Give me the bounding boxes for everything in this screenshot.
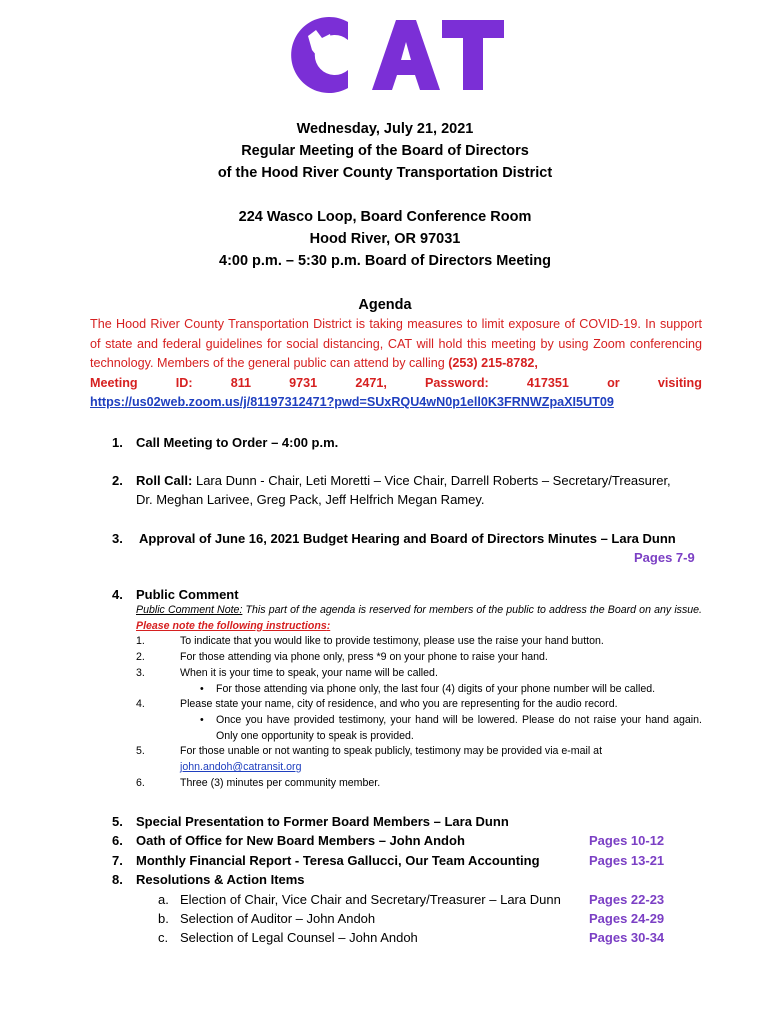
- meeting-word: Meeting: [90, 375, 138, 390]
- instruction-step: [136, 666, 702, 682]
- page-reference: Pages 13-21: [589, 852, 665, 868]
- meeting-word: or: [607, 375, 620, 390]
- step-number: 3.: [136, 666, 145, 679]
- item-number: 4.: [112, 587, 123, 602]
- step-text: Three (3) minutes per community member.: [180, 776, 381, 789]
- roll-call-line2: Dr. Meghan Larivee, Greg Pack, Jeff Helfrich Megan Ramey.: [136, 492, 485, 507]
- item-number: 1.: [112, 435, 123, 450]
- item-text: Resolutions & Action Items: [136, 872, 305, 888]
- item-text: Oath of Office for New Board Members – John Andoh: [136, 833, 465, 849]
- page-reference: Pages 10-12: [589, 833, 665, 849]
- item-number: 5.: [112, 814, 123, 829]
- meeting-word: 417351: [526, 375, 569, 390]
- meeting-time: 4:00 p.m. – 5:30 p.m. Board of Directors Meeting: [219, 253, 551, 269]
- meeting-id-line: [90, 374, 702, 394]
- step-number: 4.: [136, 698, 145, 711]
- sub-item-text: Selection of Auditor – John Andoh: [180, 910, 376, 926]
- item-number: 3.: [112, 531, 123, 546]
- agenda-heading: Agenda: [358, 297, 412, 313]
- sub-item-letter: b.: [158, 910, 169, 926]
- instruction-bullet: [136, 713, 702, 744]
- step-number: 6.: [136, 776, 145, 789]
- step-text: For those attending via phone only, press *9 on your phone to raise your hand.: [180, 651, 548, 664]
- item-text: Special Presentation to Former Board Members – Lara Dunn: [136, 814, 509, 829]
- notice-phone: (253) 215-8782,: [448, 356, 538, 370]
- step-number: 1.: [136, 635, 145, 648]
- bullet-icon: •: [200, 682, 204, 695]
- meeting-word: 9731: [289, 375, 318, 390]
- note-label: Public Comment Note:: [136, 604, 243, 616]
- step-number: 2.: [136, 651, 145, 664]
- public-comment-instructions: [136, 603, 702, 791]
- step-text: To indicate that you would like to provide testimony, please use the raise your hand button.: [180, 635, 604, 648]
- bullet-text: Once you have provided testimony, your hand will be lowered. Please do not raise your hand again. Only one opportunity to speak is provided.: [216, 713, 702, 742]
- item-number: 7.: [112, 852, 123, 868]
- step-number: 5.: [136, 745, 145, 758]
- meeting-word: 2471,: [355, 375, 387, 390]
- item-text: Call Meeting to Order – 4:00 p.m.: [136, 435, 339, 450]
- meeting-word: 811: [230, 375, 252, 390]
- sub-item-letter: a.: [158, 891, 169, 907]
- instruction-step: [136, 776, 702, 792]
- item-text: Monthly Financial Report - Teresa Gallucci, Our Team Accounting: [136, 852, 540, 868]
- sub-item-text: Election of Chair, Vice Chair and Secretary/Treasurer – Lara Dunn: [180, 891, 561, 907]
- notice-text: The Hood River County Transportation District is taking measures to limit exposure of COVID-19. In support of state and federal guidelines for social distancing, CAT will hold this meeting by using Zoom conferencing technology. Members of the general public can attend by calling: [90, 317, 702, 370]
- item-number: 2.: [112, 473, 123, 488]
- meeting-title: Regular Meeting of the Board of Directors: [241, 143, 529, 159]
- covid-notice: [90, 315, 702, 413]
- instruction-step: [136, 634, 702, 650]
- step-text: When it is your time to speak, your name will be called.: [180, 666, 438, 679]
- cat-logo: [286, 14, 506, 96]
- bullet-icon: •: [200, 713, 204, 726]
- sub-item-text: Selection of Legal Counsel – John Andoh: [180, 930, 418, 946]
- district-name: of the Hood River County Transportation District: [217, 165, 553, 181]
- page-reference: Pages 7-9: [634, 550, 695, 565]
- bullet-text: For those attending via phone only, the last four (4) digits of your phone number will be called.: [216, 682, 656, 695]
- item-number: 6.: [112, 833, 123, 849]
- instruction-bullet: [136, 682, 702, 698]
- step-text: Please state your name, city of residence, and who you are representing for the audio record.: [180, 698, 618, 711]
- approval-pages: [634, 548, 695, 567]
- item-text: Approval of June 16, 2021 Budget Hearing and Board of Directors Minutes – Lara Dunn: [139, 531, 676, 546]
- public-comment-note: [136, 603, 702, 634]
- item-text: Public Comment: [136, 587, 239, 602]
- note-colon: :: [326, 619, 331, 632]
- sub-item-letter: c.: [158, 930, 169, 946]
- email-link[interactable]: john.andoh@catransit.org: [180, 761, 302, 774]
- page-reference: Pages 22-23: [589, 891, 665, 907]
- page-reference: Pages 24-29: [589, 910, 665, 926]
- roll-call-line1: Lara Dunn - Chair, Leti Moretti – Vice Chair, Darrell Roberts – Secretary/Treasurer,: [195, 473, 671, 488]
- note-text: This part of the agenda is reserved for members of the public to address the Board on any issue.: [242, 604, 703, 616]
- instruction-step: [136, 697, 702, 713]
- note-instructions: Please note the following instructions: [136, 619, 327, 632]
- instruction-step: [136, 650, 702, 666]
- meeting-address: 224 Wasco Loop, Board Conference Room: [238, 209, 532, 225]
- step-text: For those unable or not wanting to speak publicly, testimony may be provided via e-mail at: [180, 745, 603, 758]
- page-reference: Pages 30-34: [589, 930, 665, 946]
- meeting-word: visiting: [657, 375, 702, 390]
- meeting-city: Hood River, OR 97031: [309, 231, 461, 247]
- meeting-word: Password:: [425, 375, 489, 390]
- meeting-date: Wednesday, July 21, 2021: [296, 121, 474, 137]
- zoom-link[interactable]: https://us02web.zoom.us/j/81197312471?pwd=SUxRQU4wN0p1ell0K3FRNWZpaXI5UT09: [90, 395, 614, 409]
- meeting-word: ID:: [175, 375, 193, 390]
- item-number: 8.: [112, 872, 123, 888]
- roll-call-label: Roll Call:: [136, 473, 193, 488]
- instruction-step: [136, 744, 702, 775]
